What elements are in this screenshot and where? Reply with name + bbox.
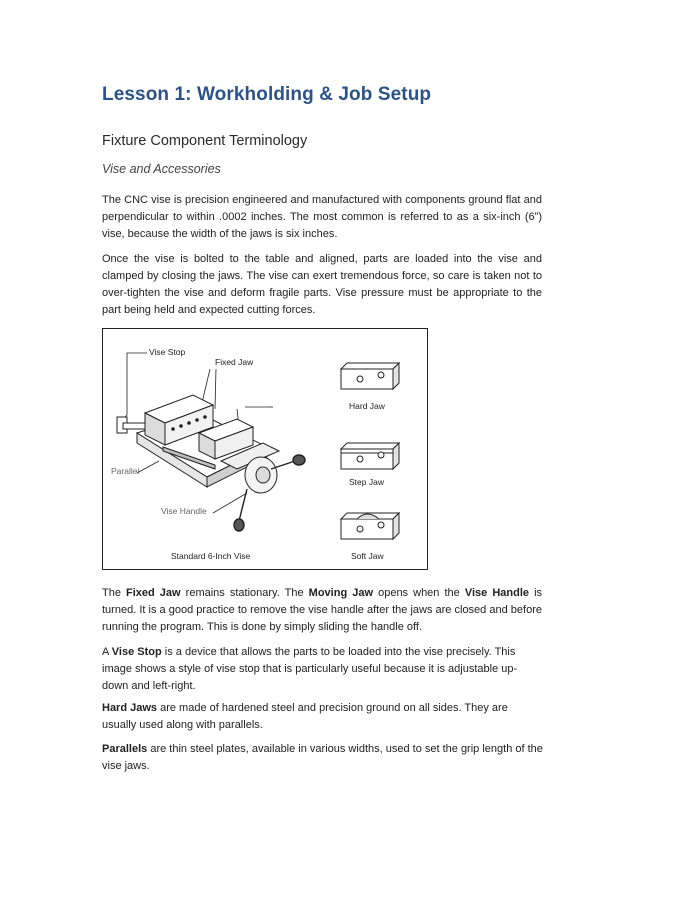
term-fixed-jaw: Fixed Jaw	[126, 587, 181, 599]
label-hard-jaw: Hard Jaw	[349, 401, 385, 411]
paragraph-hard-jaws	[102, 700, 532, 734]
label-step-jaw: Step Jaw	[349, 477, 384, 487]
text-run: are made of hardened steel and precision ground on all sides. They are usually used along with parallels.	[102, 702, 508, 731]
paragraph-vise-stop	[102, 644, 542, 695]
page-title: Lesson 1: Workholding & Job Setup	[102, 84, 432, 105]
caption-standard-vise: Standard 6-Inch Vise	[171, 551, 251, 561]
label-vise-handle: Vise Handle	[161, 506, 207, 516]
term-vise-stop: Vise Stop	[111, 646, 162, 658]
vise-figure	[102, 328, 428, 570]
text-run: are thin steel plates, available in various widths, used to set the grip length of the vise jaws.	[102, 743, 543, 772]
label-parallel: Parallel	[111, 466, 140, 476]
paragraph-fixed-jaw	[102, 585, 542, 636]
term-moving-jaw: Moving Jaw	[308, 587, 374, 599]
text-run: opens when the	[373, 587, 465, 599]
label-vise-stop: Vise Stop	[149, 347, 186, 357]
section-heading: Fixture Component Terminology	[102, 133, 308, 149]
term-hard-jaws: Hard Jaws	[102, 702, 158, 714]
paragraph-parallels	[102, 741, 552, 775]
text-run: The	[102, 587, 127, 599]
paragraph-vise-loading: Once the vise is bolted to the table and aligned, parts are loaded into the vise and clamped by closing the jaws. The vise can exert tremendous force, so care is taken not to over-tighten the vise and deform fragile parts. Vise pressure must be appropriate to the part being held and expected cutting forces.	[102, 253, 542, 316]
label-fixed-jaw: Fixed Jaw	[215, 357, 254, 367]
label-soft-jaw: Soft Jaw	[351, 551, 384, 561]
text-run: A	[102, 646, 112, 658]
term-vise-handle: Vise Handle	[464, 587, 530, 599]
paragraph-vise-intro: The CNC vise is precision engineered and manufactured with components ground flat and perpendicular to within .0002 inches. The most common is referred to as a six-inch (6”) vise, because the width of the jaws is six inches.	[102, 194, 542, 240]
text-run: remains stationary. The	[180, 587, 309, 599]
subsection-heading: Vise and Accessories	[102, 162, 221, 176]
term-parallels: Parallels	[102, 743, 148, 755]
text-run: is a device that allows the parts to be loaded into the vise precisely. This image shows a style of vise stop that is particularly useful because it is adjustable up-down and left-right.	[102, 646, 518, 692]
vise-illustration	[103, 329, 429, 571]
text-run: is turned. It is a good practice to remove the vise handle after the jaws are closed and before running the program. This is done by simply sliding the handle off.	[102, 587, 543, 633]
